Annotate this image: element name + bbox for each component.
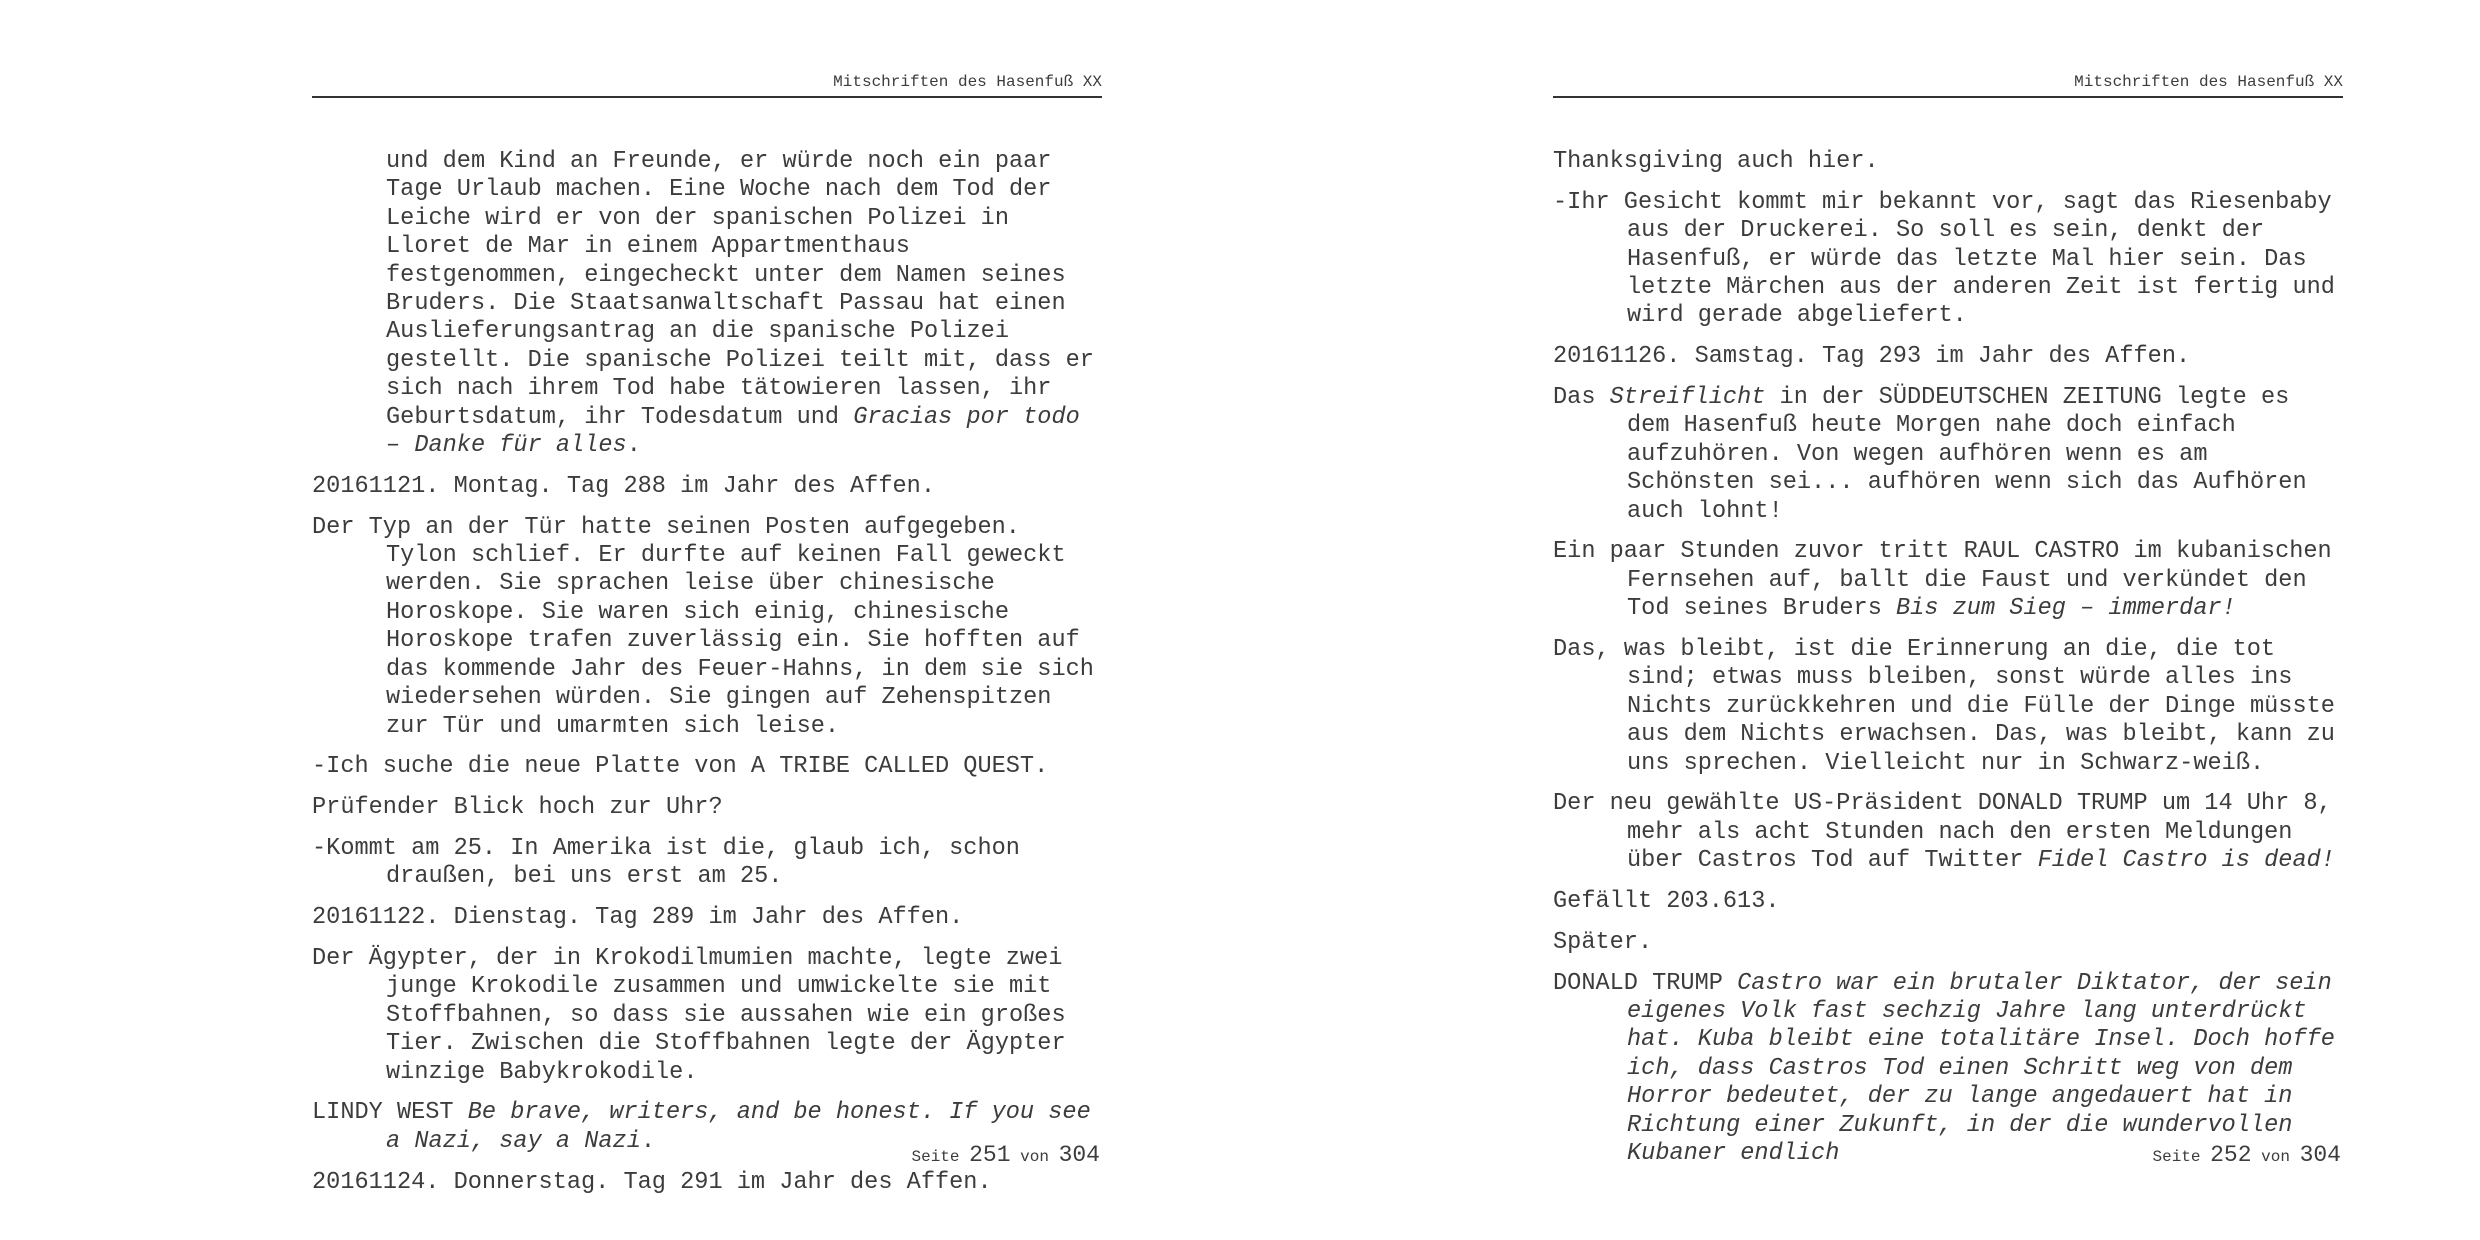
paragraph <box>312 1169 1102 1197</box>
italic-text: Be brave, writers, and be honest. If you see a Nazi, say a Nazi <box>386 1099 1105 1155</box>
header-rule <box>312 96 1102 98</box>
text-run: -Ich suche die neue Platte von A TRIBE CALLED QUEST. <box>312 753 1049 781</box>
paragraph <box>312 513 1109 741</box>
text-run: DONALD TRUMP <box>1553 969 1738 997</box>
text-run: LINDY WEST <box>312 1099 468 1127</box>
text-run: 20161122. Dienstag. Tag 289 im Jahr des Affen. <box>312 904 964 932</box>
paragraph <box>1553 790 2346 875</box>
page-number <box>2153 1142 2342 1168</box>
paragraph <box>1553 969 2350 1169</box>
paragraph <box>312 945 1102 1087</box>
paragraph <box>1553 343 2343 371</box>
paragraph <box>312 794 1102 822</box>
running-header: Mitschriften des Hasenfuß XX <box>2074 73 2343 91</box>
text-run: -Ihr Gesicht kommt mir bekannt vor, sagt das Riesenbaby aus der Druckerei. So soll es sein, denkt der Hasenfuß, er würde das letzte Mal hier sein. Das letzte Märchen aus der anderen Zeit ist fertig und wird gerade abgeliefert. <box>1553 188 2350 330</box>
text-run: Der neu gewählte US-Präsident DONALD TRUMP um 14 Uhr 8, mehr als acht Stunden nach den ersten Meldungen über Castros Tod auf Twitter <box>1553 790 2346 875</box>
italic-text: Fidel Castro is dead! <box>2037 847 2335 875</box>
text-run: Der Ägypter, der in Krokodilmumien machte, legte zwei junge Krokodile zusammen und umwickelte sie mit Stoffbahnen, so dass sie aussahen wie ein großes Tier. Zwischen die Stoffbahnen legte der Ägypter winzige Babykrokodile. <box>312 944 1080 1086</box>
header-rule <box>1553 96 2343 98</box>
text-run: und dem Kind an Freunde, er würde noch ein paar Tage Urlaub machen. Eine Woche nach dem Tod der Leiche wird er von der spanischen Polizei in Lloret de Mar in einem Appartmenthaus festgenommen, eingecheckt unter dem Namen seines Bruders. Die Staatsanwaltschaft Passau hat einen Auslieferungsantrag an die spanische Polizei gestellt. Die spanische Polizei teilt mit, dass er sich nach ihrem Tod habe tätowieren lassen, ihr Geburtsdatum, ihr Todesdatum und <box>386 148 1109 431</box>
text-run: 20161126. Samstag. Tag 293 im Jahr des Affen. <box>1553 343 2191 371</box>
italic-text: Bis zum Sieg – immerdar! <box>1896 595 2236 623</box>
text-run: Ein paar Stunden zuvor tritt RAUL CASTRO im kubanischen Fernsehen auf, ballt die Faust und verkündet den Tod seines Bruders <box>1553 538 2346 623</box>
current-page-number: 252 <box>2210 1142 2252 1168</box>
current-page-number: 251 <box>969 1142 1011 1168</box>
left-page <box>312 0 1109 1240</box>
page-label: Seite <box>911 1148 960 1166</box>
text-run: Das <box>1553 384 1610 412</box>
paragraph <box>1553 929 2343 957</box>
paragraph <box>1553 888 2343 916</box>
paragraph <box>1553 148 2343 176</box>
text-run: . <box>626 432 641 460</box>
paragraph <box>1553 538 2346 623</box>
paragraph <box>312 473 1102 501</box>
total-pages: 304 <box>1058 1142 1100 1168</box>
page-label: Seite <box>2152 1148 2201 1166</box>
page-body <box>312 148 1109 1197</box>
italic-text: Castro war ein brutaler Diktator, der sein eigenes Volk fast sechzig Jahre lang unterdrückt hat. Kuba bleibt eine totalitäre Insel. Doch hoffe ich, dass Castros Tod einen Schritt weg von dem Horror bedeutet, der zu lange angedauert hat in Richtung einer Zukunft, in der die wundervollen Kubaner endlich <box>1627 969 2350 1168</box>
page-of-label: von <box>1020 1148 1049 1166</box>
text-run: Das, was bleibt, ist die Erinnerung an die, die tot sind; etwas muss bleiben, sonst würde alles ins Nichts zurückkehren und die Fülle der Dinge müsste aus dem Nichts erwachsen. Das, was bleibt, kann zu uns sprechen. Vielleicht nur in Schwarz-weiß. <box>1553 636 2350 777</box>
paragraph <box>312 835 1102 892</box>
page-number <box>912 1142 1101 1168</box>
paragraph <box>1553 384 2343 526</box>
italic-text: Streiflicht <box>1609 384 1766 412</box>
paragraph <box>312 148 1109 460</box>
page-body <box>1553 148 2350 1169</box>
text-run: Später. <box>1553 928 1653 956</box>
running-header: Mitschriften des Hasenfuß XX <box>833 73 1102 91</box>
text-run: . <box>640 1127 656 1155</box>
text-run: Prüfender Blick hoch zur Uhr? <box>312 794 723 822</box>
text-run: in der SÜDDEUTSCHEN ZEITUNG legte es dem Hasenfuß heute Morgen nahe doch einfach aufzuhören. Von wegen aufhören wenn es am Schönsten sei... aufhören wenn sich das Aufhören auch lohnt! <box>1627 384 2321 525</box>
text-run: Gefällt 203.613. <box>1553 888 1780 916</box>
text-run: -Kommt am 25. In Amerika ist die, glaub ich, schon draußen, bei uns erst am 25. <box>312 834 1035 891</box>
text-run: Thanksgiving auch hier. <box>1553 148 1879 175</box>
text-run: Der Typ an der Tür hatte seinen Posten aufgegeben. Tylon schlief. Er durfte auf keinen Fall geweckt werden. Sie sprachen leise über chinesische Horoskope. Sie waren sich einig, chinesische Horoskope trafen zuverlässig ein. Sie hofften auf das kommende Jahr des Feuer-Hahns, in dem sie sich wiedersehen würden. Sie gingen auf Zehenspitzen zur Tür und umarmten sich leise. <box>312 513 1109 740</box>
page-of-label: von <box>2261 1148 2290 1166</box>
paragraph <box>1553 636 2350 778</box>
paragraph <box>312 753 1102 781</box>
text-run: 20161124. Donnerstag. Tag 291 im Jahr des Affen. <box>312 1168 992 1196</box>
italic-text: Gracias por todo – Danke für alles <box>386 403 1094 460</box>
total-pages: 304 <box>2299 1142 2341 1168</box>
right-page <box>1553 0 2350 1240</box>
paragraph <box>1553 188 2350 331</box>
paragraph <box>312 904 1102 932</box>
text-run: 20161121. Montag. Tag 288 im Jahr des Affen. <box>312 472 935 500</box>
